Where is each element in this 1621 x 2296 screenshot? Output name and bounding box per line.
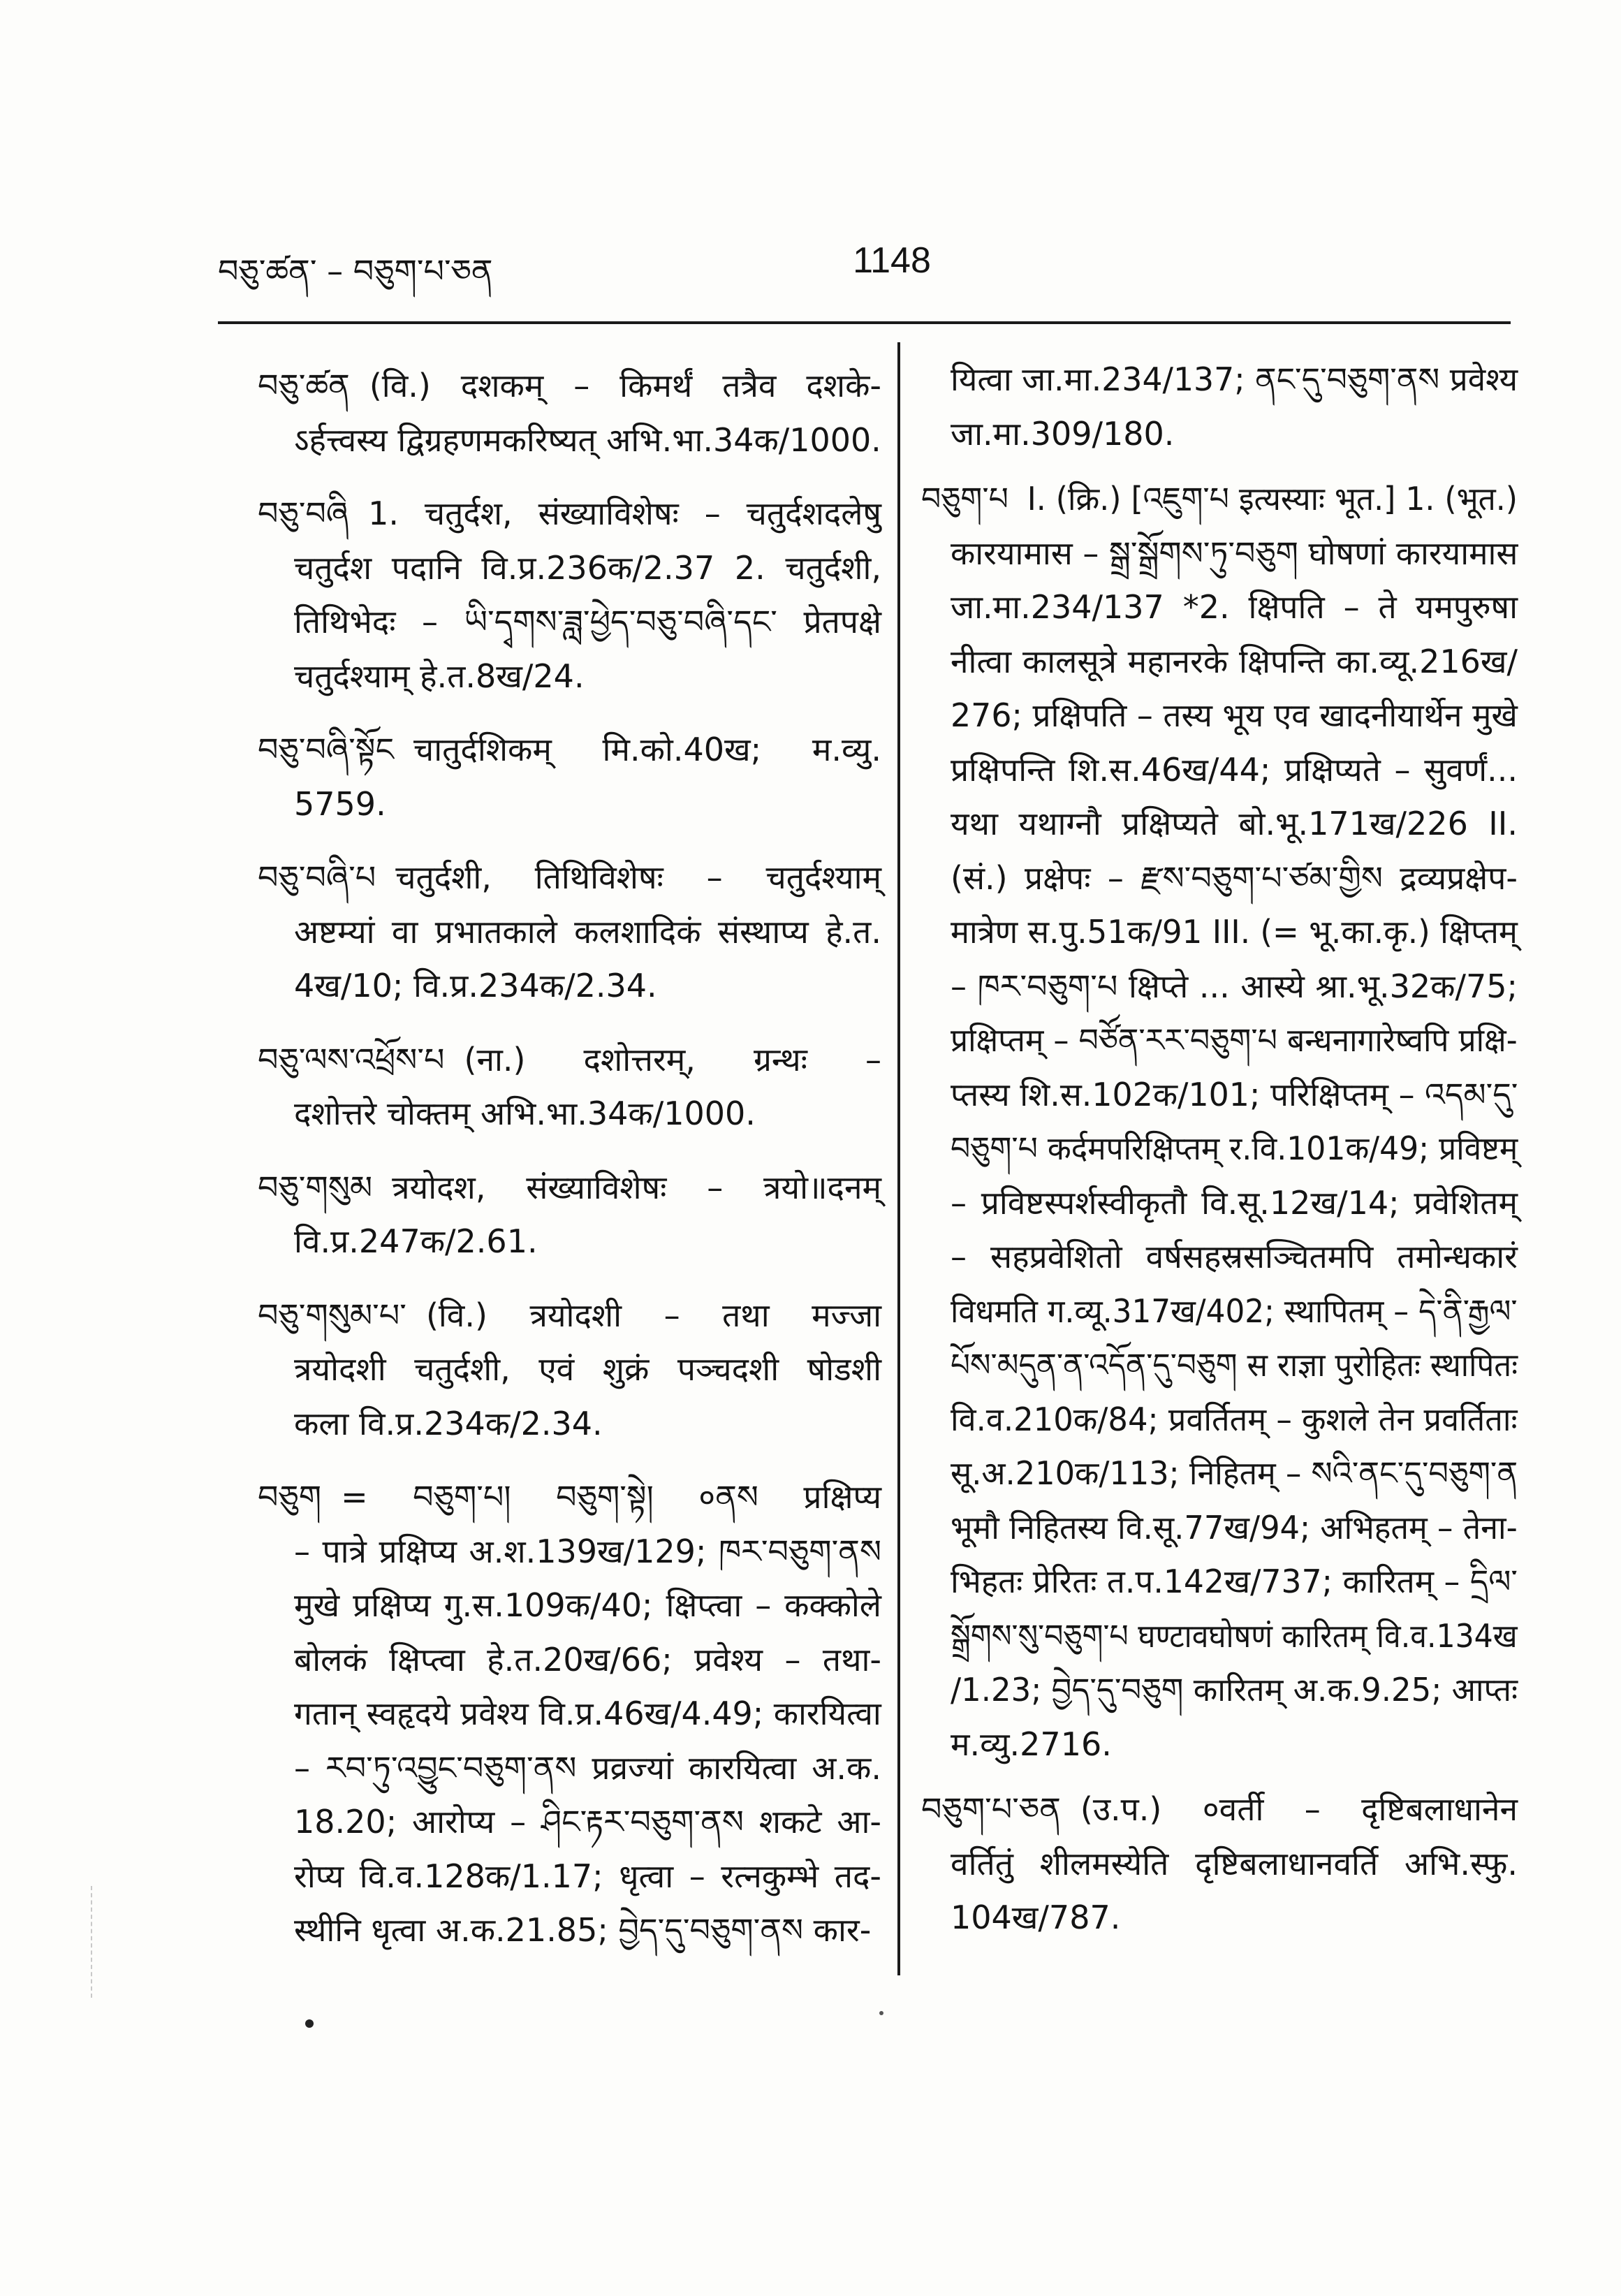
entry-text: (उ.प.) ०वर्ती – दृष्टिबलाधानेन [1080, 1790, 1518, 1828]
entry-line: मुखे प्रक्षिप्य गु.स.109क/40; क्षिप्त्वा – कक्कोले [294, 1586, 881, 1624]
entry-line: /1.23; བྱེད་དུ་བཅུག कारितम् अ.क.9.25; आप्तः [951, 1671, 1518, 1709]
headword: བཅུ་གསུམ་པ་ [258, 1296, 406, 1334]
entry-line: ऽर्हत्त्वस्य द्विग्रहणमकरिष्यत् अभि.भा.34क/1000. [294, 421, 881, 459]
column-divider [897, 342, 900, 1975]
entry-line [921, 1783, 1518, 1837]
entry-line: प्तस्य शि.स.102क/101; परिक्षिप्तम् – འདམ་དུ་ [951, 1075, 1518, 1113]
entry-line: – सहप्रवेशितो वर्षसहस्रसञ्चितमपि तमोन्धकारं [951, 1238, 1518, 1275]
entry-line: वि.प्र.247क/2.61. [294, 1222, 538, 1260]
dictionary-entry [258, 1470, 881, 1958]
entry-line [921, 472, 1518, 527]
entry-text: = བཅུག་པ། བཅུག་སྟེ། ०ནས प्रक्षिप्य [341, 1478, 881, 1516]
scan-speck [305, 2019, 314, 2028]
entry-line: रोप्य वि.व.128क/1.17; धृत्वा – रत्नकुम्भे तद- [294, 1857, 881, 1895]
dictionary-entry [258, 359, 881, 467]
entry-line [258, 359, 881, 414]
entry-line: दशोत्तरे चोक्तम् अभि.भा.34क/1000. [294, 1095, 756, 1132]
left-column [258, 359, 881, 1958]
entry-line: – प्रविष्टस्पर्शस्वीकृतौ वि.सू.12ख/14; प्रवेशितम् [951, 1183, 1518, 1222]
headword: བཅུག་པ་ཅན [921, 1790, 1061, 1828]
dictionary-entry [258, 851, 881, 1014]
entry-line: गतान् स्वहृदये प्रवेश्य वि.प्र.46ख/4.49; कारयित्वा [294, 1695, 881, 1732]
entry-line: स्थीनि धृत्वा अ.क.21.85; བྱེད་དུ་བཅུག་ནས कार- [294, 1911, 872, 1949]
entry-text: 1. चतुर्दश, संख्याविशेषः – चतुर्दशदलेषु [368, 495, 881, 532]
entry-line: मात्रेण स.पु.51क/91 III. (= भू.का.कृ.) क्षिप्तम् [951, 913, 1518, 951]
entry-line: प्रक्षिपन्ति शि.स.46ख/44; प्रक्षिप्यते – सुवर्णं... [951, 750, 1518, 789]
headword: བཅུ་བཞི་པ [258, 858, 376, 896]
entry-line: चतुर्दश्याम् हे.त.8ख/24. [294, 657, 585, 695]
entry-line: 18.20; आरोप्य – ཤིང་རྟར་བཅུག་ནས शकटे आ- [294, 1803, 881, 1841]
entry-text: त्रयोदश, संख्याविशेषः – त्रयो॥दनम् [392, 1168, 881, 1206]
entry-line: अष्टम्यां वा प्रभातकाले कलशादिकं संस्थाप्य हे.त. [294, 912, 881, 951]
entry-continuation [921, 353, 1518, 461]
entry-text: (वि.) त्रयोदशी – तथा मज्जा [425, 1296, 881, 1334]
entry-line: जा.मा.234/137 *2. क्षिपति – ते यमपुरुषा [951, 588, 1518, 626]
dictionary-entry [921, 472, 1518, 1771]
entry-line: सू.अ.210क/113; निहितम् – སའི་ནང་དུ་བཅུག་ན [951, 1454, 1518, 1492]
headword: བཅུག་པ [921, 480, 1008, 518]
entry-line: यित्वा जा.मा.234/137; ནང་དུ་བཅུག་ནས प्रवेश्य [951, 360, 1518, 398]
entry-line: སྒྲོགས་སུ་བཅུག་པ घण्टावघोषणं कारितम् वि.व.134ख [951, 1616, 1518, 1655]
entry-line: 276; प्रक्षिपति – तस्य भूय एव खादनीयार्थेन मुखे [951, 696, 1518, 734]
entry-line: त्रयोदशी चतुर्दशी, एवं शुक्रं पञ्चदशी षोडशी [294, 1350, 881, 1388]
entry-line: जा.मा.309/180. [951, 414, 1175, 453]
entry-line: वि.व.210क/84; प्रवर्तितम् – कुशले तेन प्रवर्तिताः [951, 1400, 1518, 1438]
entry-line [258, 1161, 881, 1215]
entry-line [258, 1470, 881, 1525]
entry-line [258, 851, 881, 905]
entry-line: कारयामास – སྒྲ་སྒྲོགས་ཏུ་བཅུག घोषणां कारयामास [951, 534, 1518, 572]
entry-line: नीत्वा कालसूत्रे महानरके क्षिपन्ति का.व्यू.216ख/ [951, 642, 1518, 680]
page-number: 1148 [853, 240, 931, 281]
entry-text: I. (क्रि.) [འཇུག་པ इत्यस्याः भूत.] 1. (भूत.) [1027, 480, 1518, 518]
dictionary-entry [921, 1783, 1518, 1945]
dictionary-entry [258, 1033, 881, 1141]
entry-line: तिथिभेदः – ཡི་དྭགས་ཟླ་ཕྱེད་བཅུ་བཞི་དང་ प्रेतपक्षे [294, 603, 881, 641]
entry-line: 4ख/10; वि.प्र.234क/2.34. [294, 967, 657, 1004]
entry-line: – पात्रे प्रक्षिप्य अ.श.139ख/129; ཁར་བཅུག་ནས [294, 1532, 881, 1570]
entry-line: – ཁར་བཅུག་པ क्षिप्ते ... आस्ये श्रा.भू.32क/75; [951, 967, 1518, 1005]
headword: བཅུ་བཞི [258, 495, 349, 532]
entry-line: विधमति ग.व्यू.317ख/402; स्थापितम् – དེ་ནི་རྒྱལ་ [951, 1292, 1518, 1330]
scan-edge-mark [91, 1886, 92, 1998]
entry-line: བཅུག་པ कर्दमपरिक्षिप्तम् र.वि.101क/49; प्रविष्टम् [951, 1129, 1518, 1167]
entry-text: चातुर्दशिकम् मि.को.40ख; म.व्यु. [413, 731, 881, 768]
entry-line: भूमौ निहितस्य वि.सू.77ख/94; अभिहतम् – तेना- [951, 1508, 1518, 1546]
dictionary-entry [258, 1161, 881, 1269]
header-rule [218, 321, 1511, 324]
headword: བཅུ་ལས་འཕྲོས་པ [258, 1040, 445, 1078]
entry-line: 104ख/787. [951, 1899, 1121, 1936]
dictionary-entry [258, 1289, 881, 1452]
entry-line: यथा यथाग्नौ प्रक्षिप्यते बो.भू.171ख/226 II. [951, 805, 1518, 842]
entry-line: प्रक्षिप्तम् – བཙོན་རར་བཅུག་པ बन्धनागारेष्वपि प्रक्षि- [951, 1021, 1518, 1059]
right-column [921, 353, 1518, 1945]
entry-line: बोलकं क्षिप्त्वा हे.त.20ख/66; प्रवेश्य – तथा- [294, 1640, 881, 1679]
entry-line: – རབ་ཏུ་འབྱུང་བཅུག་ནས प्रव्रज्यां कारयित्वा अ.क. [294, 1748, 881, 1787]
entry-line: वर्तितुं शीलमस्येति दृष्टिबलाधानवर्ति अभि.स्फु. [951, 1844, 1518, 1882]
headword: བཅུག [258, 1478, 322, 1516]
entry-line: 5759. [294, 784, 386, 823]
entry-line: चतुर्दश पदानि वि.प्र.236क/2.37 2. चतुर्दशी, [294, 548, 881, 587]
entry-line: भिहतः प्रेरितः त.प.142ख/737; कारितम् – དྲིལ་ [951, 1563, 1518, 1600]
running-head: བཅུ་ཚན་ – བཅུག་པ་ཅན [218, 252, 493, 290]
dictionary-entry [258, 487, 881, 703]
headword: བཅུ་གསུམ [258, 1168, 373, 1206]
entry-line [258, 1289, 881, 1343]
headword: བཅུ་བཞི་སྟོང [258, 731, 395, 768]
entry-line [258, 1033, 881, 1088]
dictionary-entry [258, 723, 881, 831]
scan-speck [879, 2011, 883, 2015]
entry-text: (वि.) दशकम् – किमर्थं तत्रैव दशके- [369, 367, 881, 404]
entry-line: कला वि.प्र.234क/2.34. [294, 1404, 603, 1442]
entry-line [258, 487, 881, 541]
headword: བཅུ་ཚན [258, 367, 350, 404]
entry-line: (सं.) प्रक्षेपः – རྫས་བཅུག་པ་ཙམ་གྱིས द्रव्यप्रक्षेप- [951, 858, 1518, 897]
entry-line [258, 723, 881, 777]
entry-line: म.व्यु.2716. [951, 1725, 1112, 1763]
entry-text: (ना.) दशोत्तरम्, ग्रन्थः – [464, 1040, 881, 1078]
entry-text: चतुर्दशी, तिथिविशेषः – चतुर्दश्याम् [395, 858, 881, 896]
entry-line: པོས་མདུན་ན་འདོན་དུ་བཅུག स राज्ञा पुरोहितः स्थापितः [951, 1346, 1518, 1384]
